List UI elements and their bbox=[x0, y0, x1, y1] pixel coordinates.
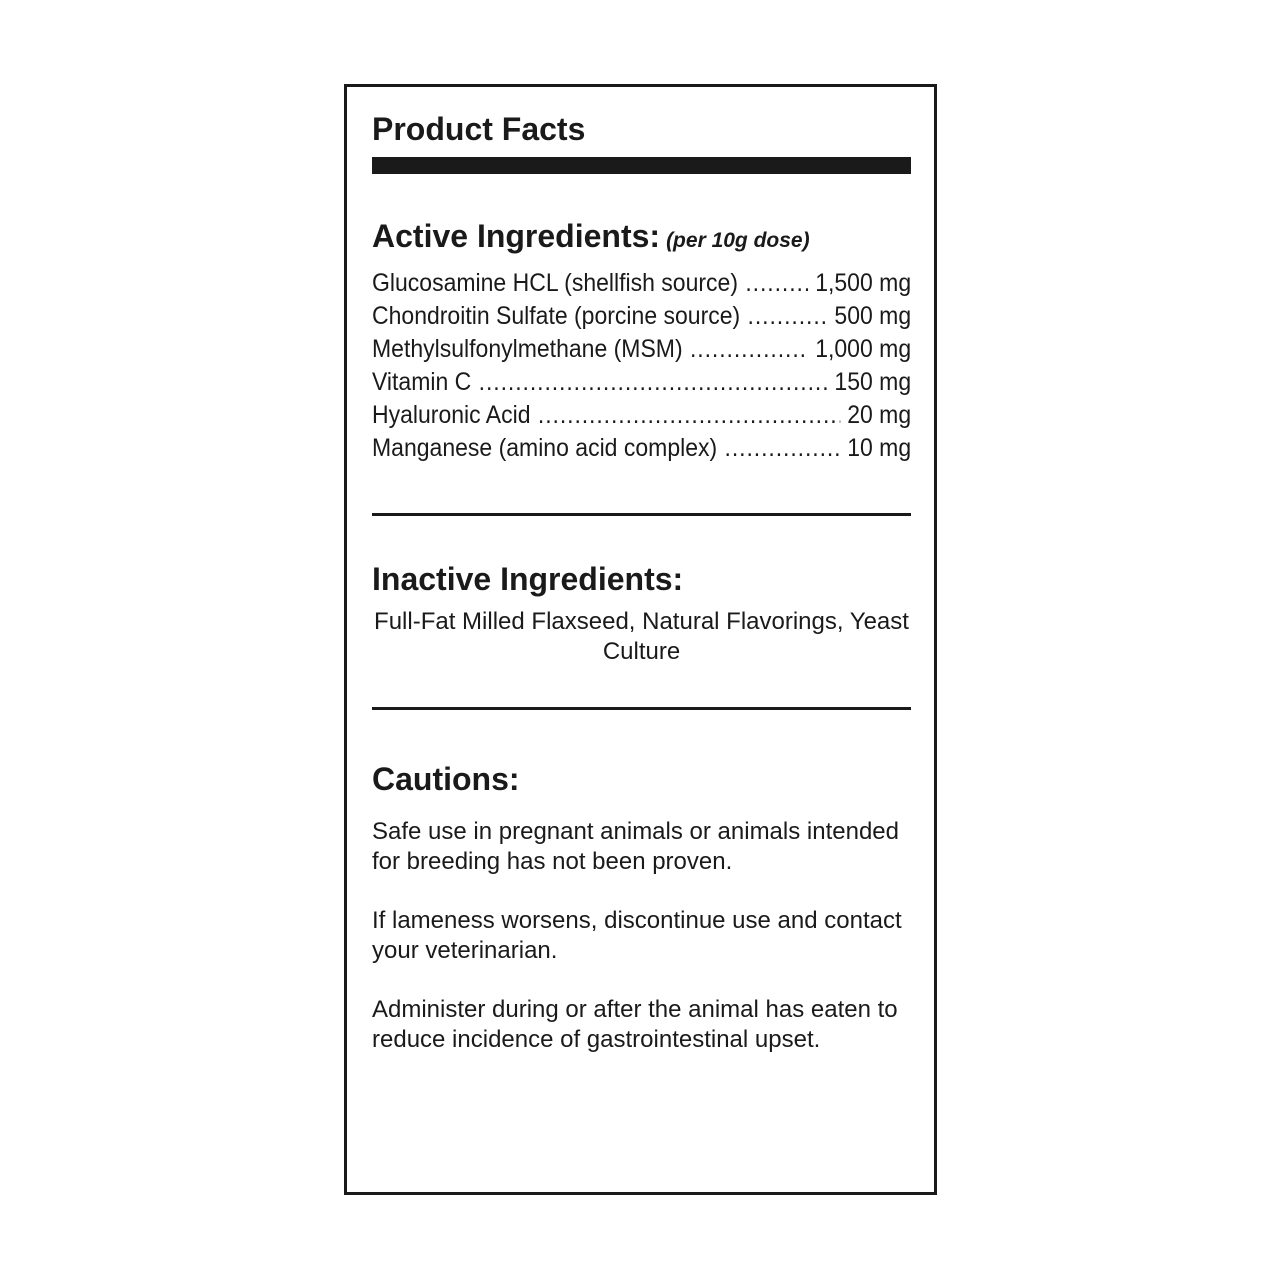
ingredient-amount: 150 mg bbox=[834, 368, 912, 396]
ingredient-row bbox=[372, 366, 911, 399]
title-divider-bar bbox=[372, 157, 911, 174]
active-ingredients-heading bbox=[372, 216, 911, 261]
active-ingredients-title: Active Ingredients: bbox=[372, 218, 661, 254]
leader-dots bbox=[745, 267, 807, 300]
ingredient-name: Methylsulfonylmethane (MSM) bbox=[372, 335, 683, 363]
section-divider bbox=[372, 707, 911, 710]
ingredient-name: Hyaluronic Acid bbox=[372, 401, 531, 429]
cautions-heading: Cautions: bbox=[372, 761, 520, 797]
ingredient-name: Manganese (amino acid complex) bbox=[372, 434, 718, 462]
active-ingredients-list bbox=[372, 267, 911, 465]
ingredient-amount: 20 mg bbox=[847, 401, 912, 429]
ingredient-amount: 500 mg bbox=[834, 302, 912, 330]
ingredient-amount: 1,500 mg bbox=[815, 269, 912, 297]
inactive-ingredients-heading: Inactive Ingredients: bbox=[372, 561, 684, 597]
ingredient-row bbox=[372, 267, 911, 300]
caution-paragraph: Administer during or after the animal has eaten to reduce incidence of gastrointestinal upset. bbox=[372, 996, 898, 1053]
inactive-ingredients-text: Full-Fat Milled Flaxseed, Natural Flavorings, Yeast Culture bbox=[374, 608, 909, 665]
ingredient-row bbox=[372, 333, 911, 366]
leader-dots bbox=[725, 432, 840, 465]
ingredient-name: Chondroitin Sulfate (porcine source) bbox=[372, 302, 741, 330]
dose-note: (per 10g dose) bbox=[666, 229, 810, 252]
ingredient-name: Glucosamine HCL (shellfish source) bbox=[372, 269, 739, 297]
ingredient-amount: 1,000 mg bbox=[815, 335, 912, 363]
leader-dots bbox=[690, 333, 808, 366]
caution-paragraph: Safe use in pregnant animals or animals intended for breeding has not been proven. bbox=[372, 818, 899, 875]
leader-dots bbox=[538, 399, 840, 432]
ingredient-row bbox=[372, 399, 911, 432]
section-divider bbox=[372, 513, 911, 516]
leader-dots bbox=[479, 366, 827, 399]
leader-dots bbox=[748, 300, 827, 333]
panel-title: Product Facts bbox=[372, 111, 586, 147]
ingredient-amount: 10 mg bbox=[847, 434, 912, 462]
cautions-body bbox=[372, 817, 911, 1084]
caution-paragraph: If lameness worsens, discontinue use and contact your veterinarian. bbox=[372, 907, 902, 964]
ingredient-row bbox=[372, 300, 911, 333]
ingredient-name: Vitamin C bbox=[372, 368, 472, 396]
ingredient-row bbox=[372, 432, 911, 465]
product-facts-panel bbox=[344, 84, 937, 1195]
